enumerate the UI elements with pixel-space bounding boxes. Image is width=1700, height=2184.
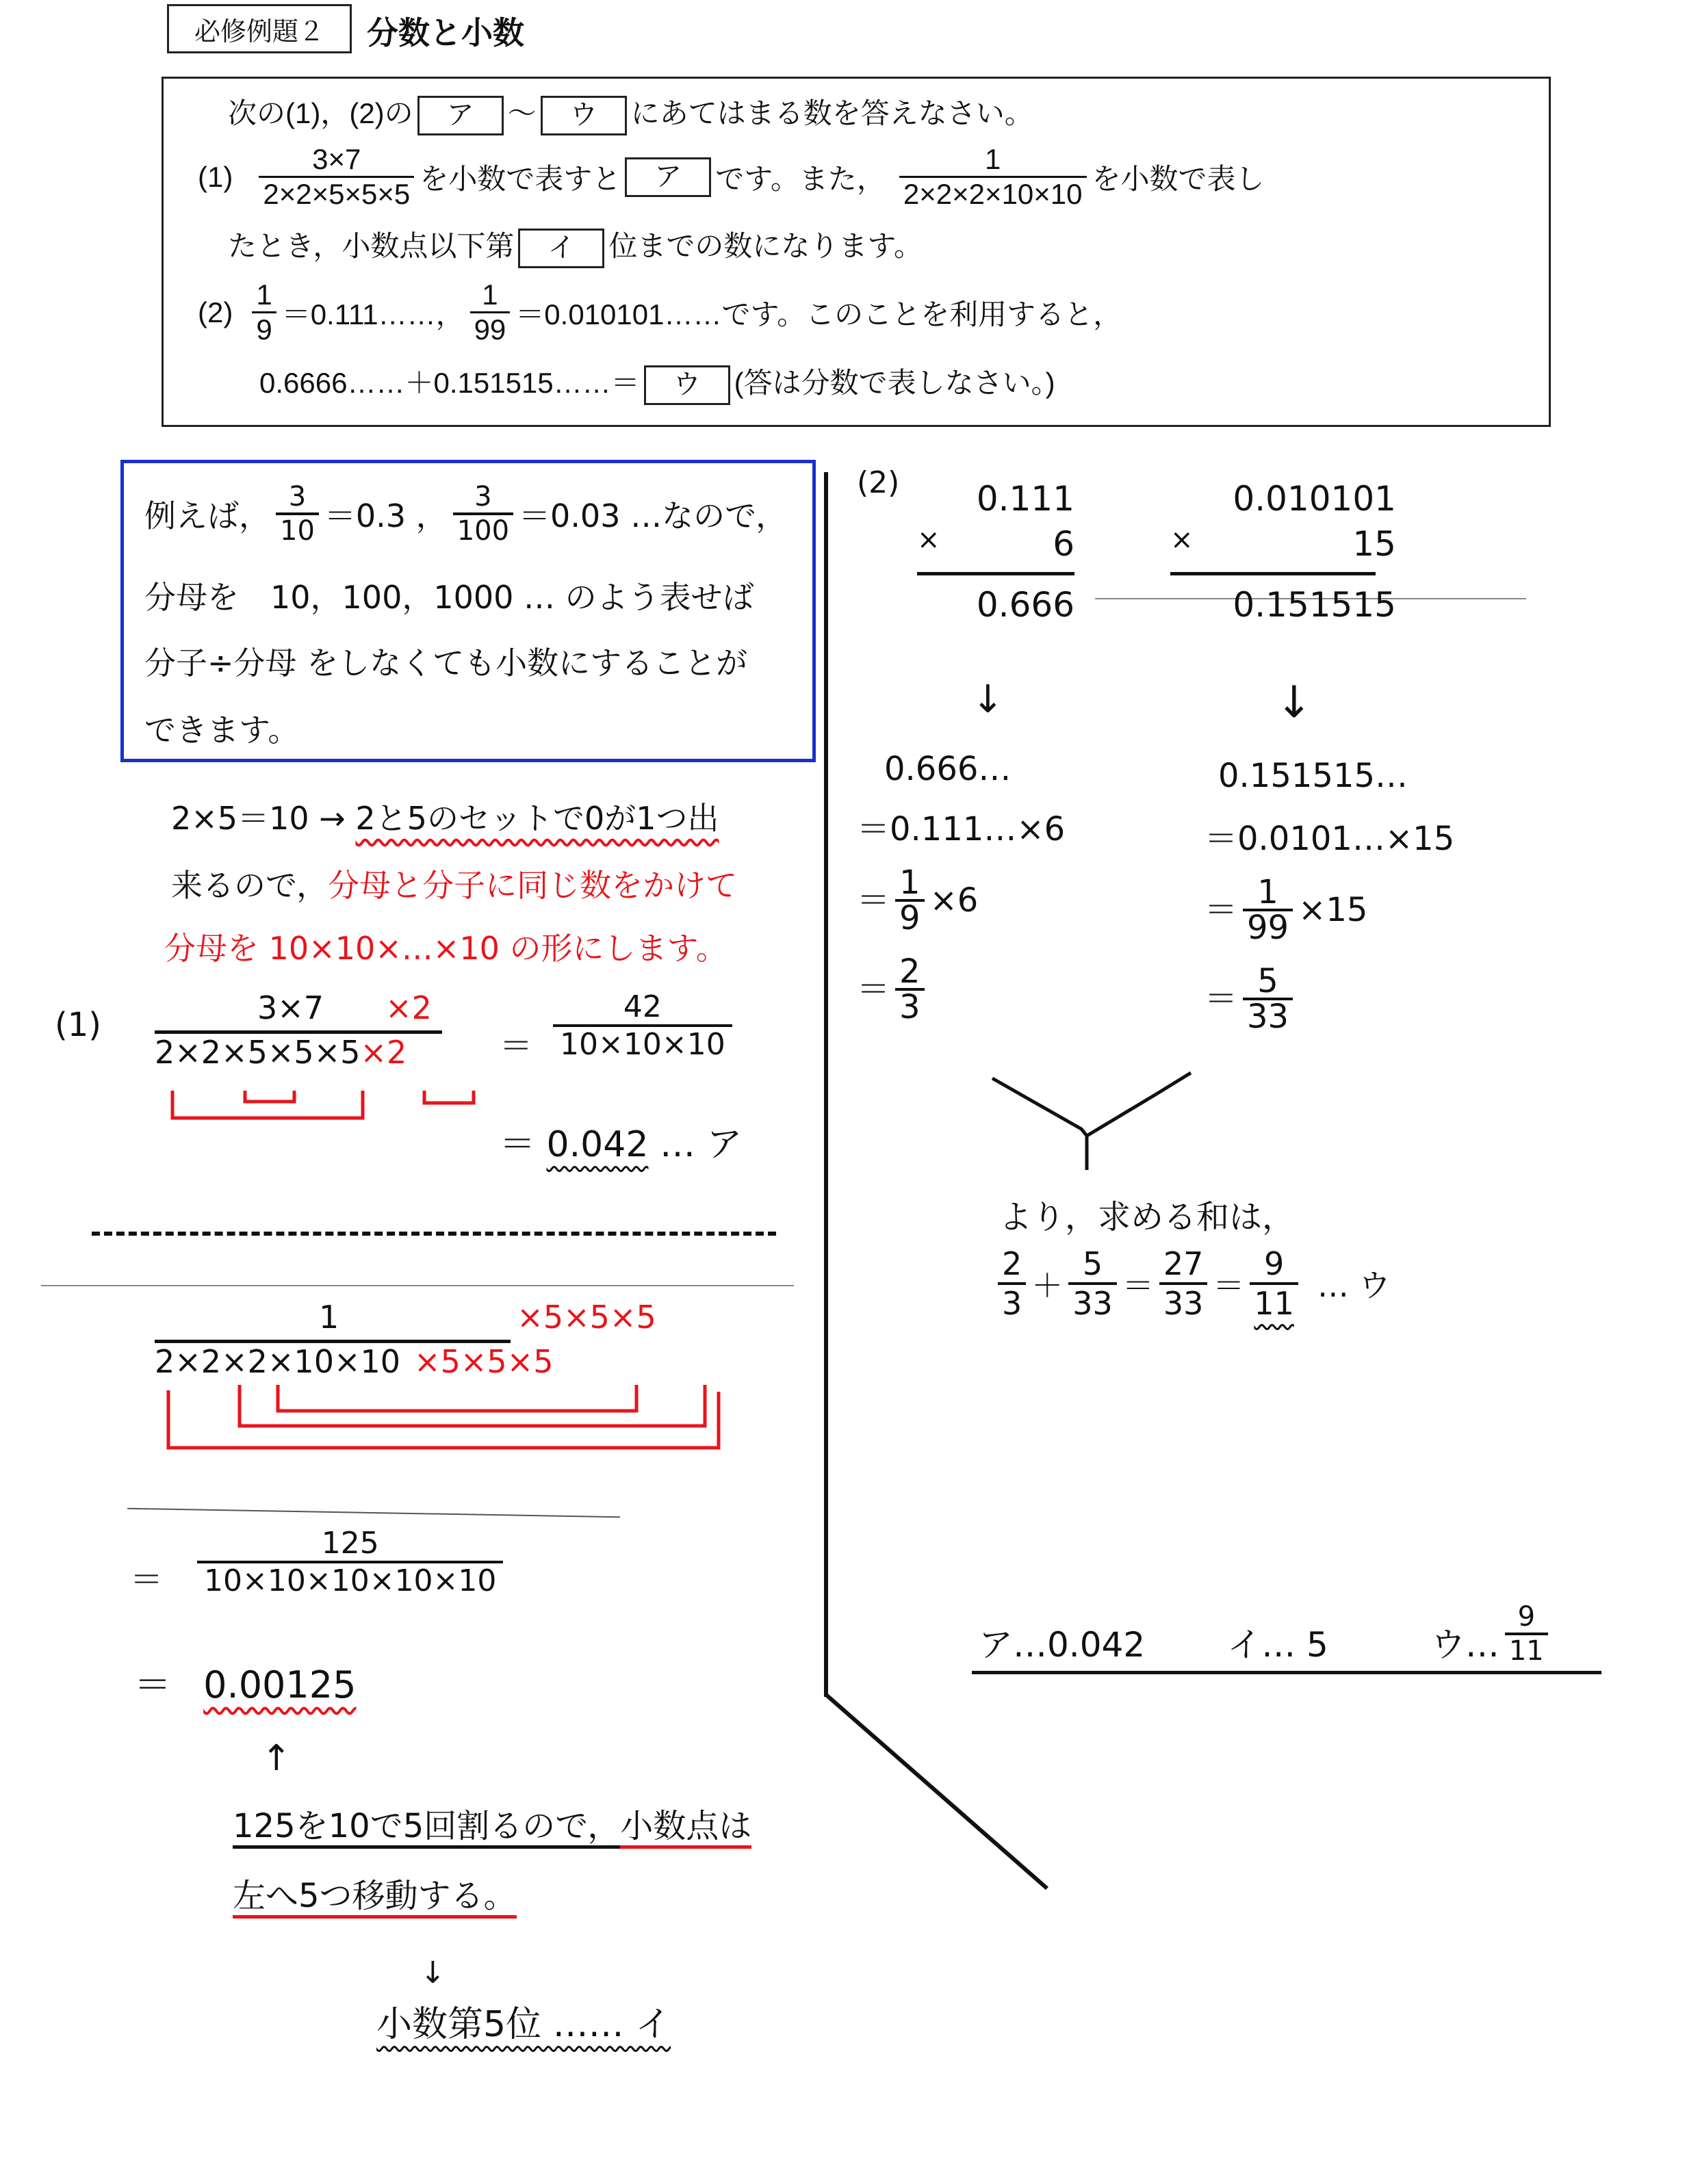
problem-2-line2: 0.6666……＋0.151515……＝ ウ (答は分数で表しなさい。) (259, 361, 1055, 405)
solution-1-label: (1) (55, 1006, 101, 1044)
scan-fold-line (41, 1285, 794, 1286)
answer-u-label: ウ… (1430, 1625, 1499, 1665)
column-mult-2: 0.010101 × 15 0.151515 (1170, 479, 1396, 625)
decimal-shift-value: 0.00125 (203, 1663, 357, 1706)
explanation-line-1: 125を10で5回割るので，小数点は (233, 1799, 751, 1847)
blank-a: ア (417, 96, 504, 135)
solution-2-label: (2) (857, 465, 900, 500)
problem-2: (2) $\frac{1}{9}$ ＝0.111……， $\frac{1}{99}$ ＝0.010101……です。このことを利用すると， (198, 278, 1122, 346)
solution-1-result-fraction: $\frac{42}{10\times 10\times 10}$ (548, 989, 738, 1062)
solution-1-fraction: 3×7 ×2 2×2×5×5×5×2 (155, 989, 442, 1071)
blank-u: ウ (541, 96, 627, 135)
pairing-brackets-2 (157, 1382, 732, 1457)
column-mult-1: 0.111 × 6 0.666 (917, 479, 1074, 625)
answer-u-fraction: $\frac{9}{11}$ (1250, 1245, 1298, 1322)
arrow-up-icon: ↑ (261, 1738, 292, 1779)
solution-1-result: ＝ 0.042 … ア (500, 1124, 743, 1165)
problem-intro: 次の(1)，(2)の ア ～ ウ にあてはまる数を答えなさい。 (228, 91, 1033, 135)
example-label: 必修例題２ (194, 17, 324, 47)
hint-line-4: できます。 (144, 712, 300, 749)
solution-2-result-fraction: $\frac{125}{10\times 10\times 10\times 10\times 10}$ (192, 1526, 508, 1598)
problem-1: (1) $\frac{3\times 7}{2\times 2\times 5\times 5\times 5}$ を小数で表すと ア です。また， $\frac{1}{2\times 2\times 2\times 10\times 10}$ を小数で表し (198, 143, 1265, 210)
blank-u-2: ウ (644, 365, 730, 405)
divider-diagonal (821, 1690, 1054, 1895)
hint-line-2: 分母を 10，100，1000 … のよう表せば (144, 579, 754, 616)
problem-2-label: (2) (198, 296, 233, 328)
fraction-3x7: $\frac{3\times 7}{2\times 2\times 5\times 5\times 5}$ (259, 143, 414, 211)
problem-box (162, 77, 1551, 427)
blank-i: イ (518, 229, 604, 268)
example-label-box (167, 4, 352, 53)
note-line-1: 2×5＝10 → 2と5のセットで0が1つ出 (171, 800, 719, 837)
note-line-2: 来るので，分母と分子に同じ数をかけて (171, 867, 738, 904)
problem-1-line2: たとき，小数点以下第 イ 位までの数になります。 (228, 224, 923, 268)
page-title: 分数と小数 (367, 15, 524, 51)
explanation-line-2: 左へ5つ移動する。 (233, 1869, 517, 1916)
fraction-3-100: $\frac{3}{100}$ (453, 481, 513, 547)
problem-1-label: (1) (198, 160, 233, 193)
answer-u: $\frac{9}{11}$ (1505, 1601, 1548, 1667)
column-divider (824, 472, 828, 1697)
fraction-1-9: $\frac{1}{9}$ (252, 278, 276, 346)
sum-intro: より，求める和は， (999, 1198, 1296, 1236)
merge-connector (986, 1067, 1341, 1177)
hint-box (120, 460, 816, 762)
derivation-left: 0.666… ＝0.111…×6 ＝ $\frac{1}{9}$ ×6 ＝ $\frac{2}{3}$ (857, 750, 1066, 1026)
fraction-1-99: $\frac{1}{99}$ (470, 278, 511, 346)
fraction-1-over-2x2x2x10x10: $\frac{1}{2\times 2\times 2\times 10\times 10}$ (899, 143, 1087, 211)
hint-line-1: 例えば， $\frac{3}{10}$ ＝0.3 ， $\frac{3}{100}$ ＝0.03 …なので， (144, 481, 788, 547)
answer-i-conclusion: 小数第5位 …… イ (376, 2004, 671, 2045)
answer-a-value: 0.042 (546, 1124, 649, 1165)
dashed-separator (92, 1232, 776, 1236)
fraction-3-10: $\frac{3}{10}$ (276, 481, 319, 547)
arrow-down-right-icon: ↓ (1276, 677, 1313, 728)
solution-2-fraction: 1 ×5×5×5 2×2×2×10×10 ×5×5×5 (155, 1299, 656, 1380)
blank-a-2: ア (625, 157, 711, 197)
answer-i: イ… 5 (1227, 1625, 1328, 1665)
note-line-3: 分母を 10×10×…×10 の形にします。 (164, 930, 727, 967)
solution-2-result: ＝ 0.00125 (134, 1663, 357, 1706)
scan-fold-line-2 (127, 1508, 620, 1518)
wavy-emphasis: 2と5のセットで0が1つ出 (355, 800, 719, 837)
derivation-right: 0.151515… ＝0.0101…×15 ＝ $\frac{1}{99}$ ×15 ＝ $\frac{5}{33}$ (1205, 757, 1455, 1036)
arrow-down-left-icon: ↓ (972, 677, 1004, 722)
sum-equation: $\frac{2}{3}$ ＋ $\frac{5}{33}$ ＝ $\frac{27}{33}$ ＝ $\frac{9}{11}$ … ウ (992, 1245, 1391, 1322)
pairing-brackets-1 (164, 1088, 493, 1129)
solution-1-eq: ＝ (500, 1027, 533, 1065)
solution-2-eq: ＝ (130, 1561, 164, 1599)
answer-a: ア…0.042 (979, 1625, 1146, 1665)
hint-line-3: 分子÷分母 をしなくても小数にすることが (144, 645, 748, 681)
answer-summary (972, 1601, 1601, 1674)
arrow-down-icon: ↓ (420, 1955, 446, 1990)
